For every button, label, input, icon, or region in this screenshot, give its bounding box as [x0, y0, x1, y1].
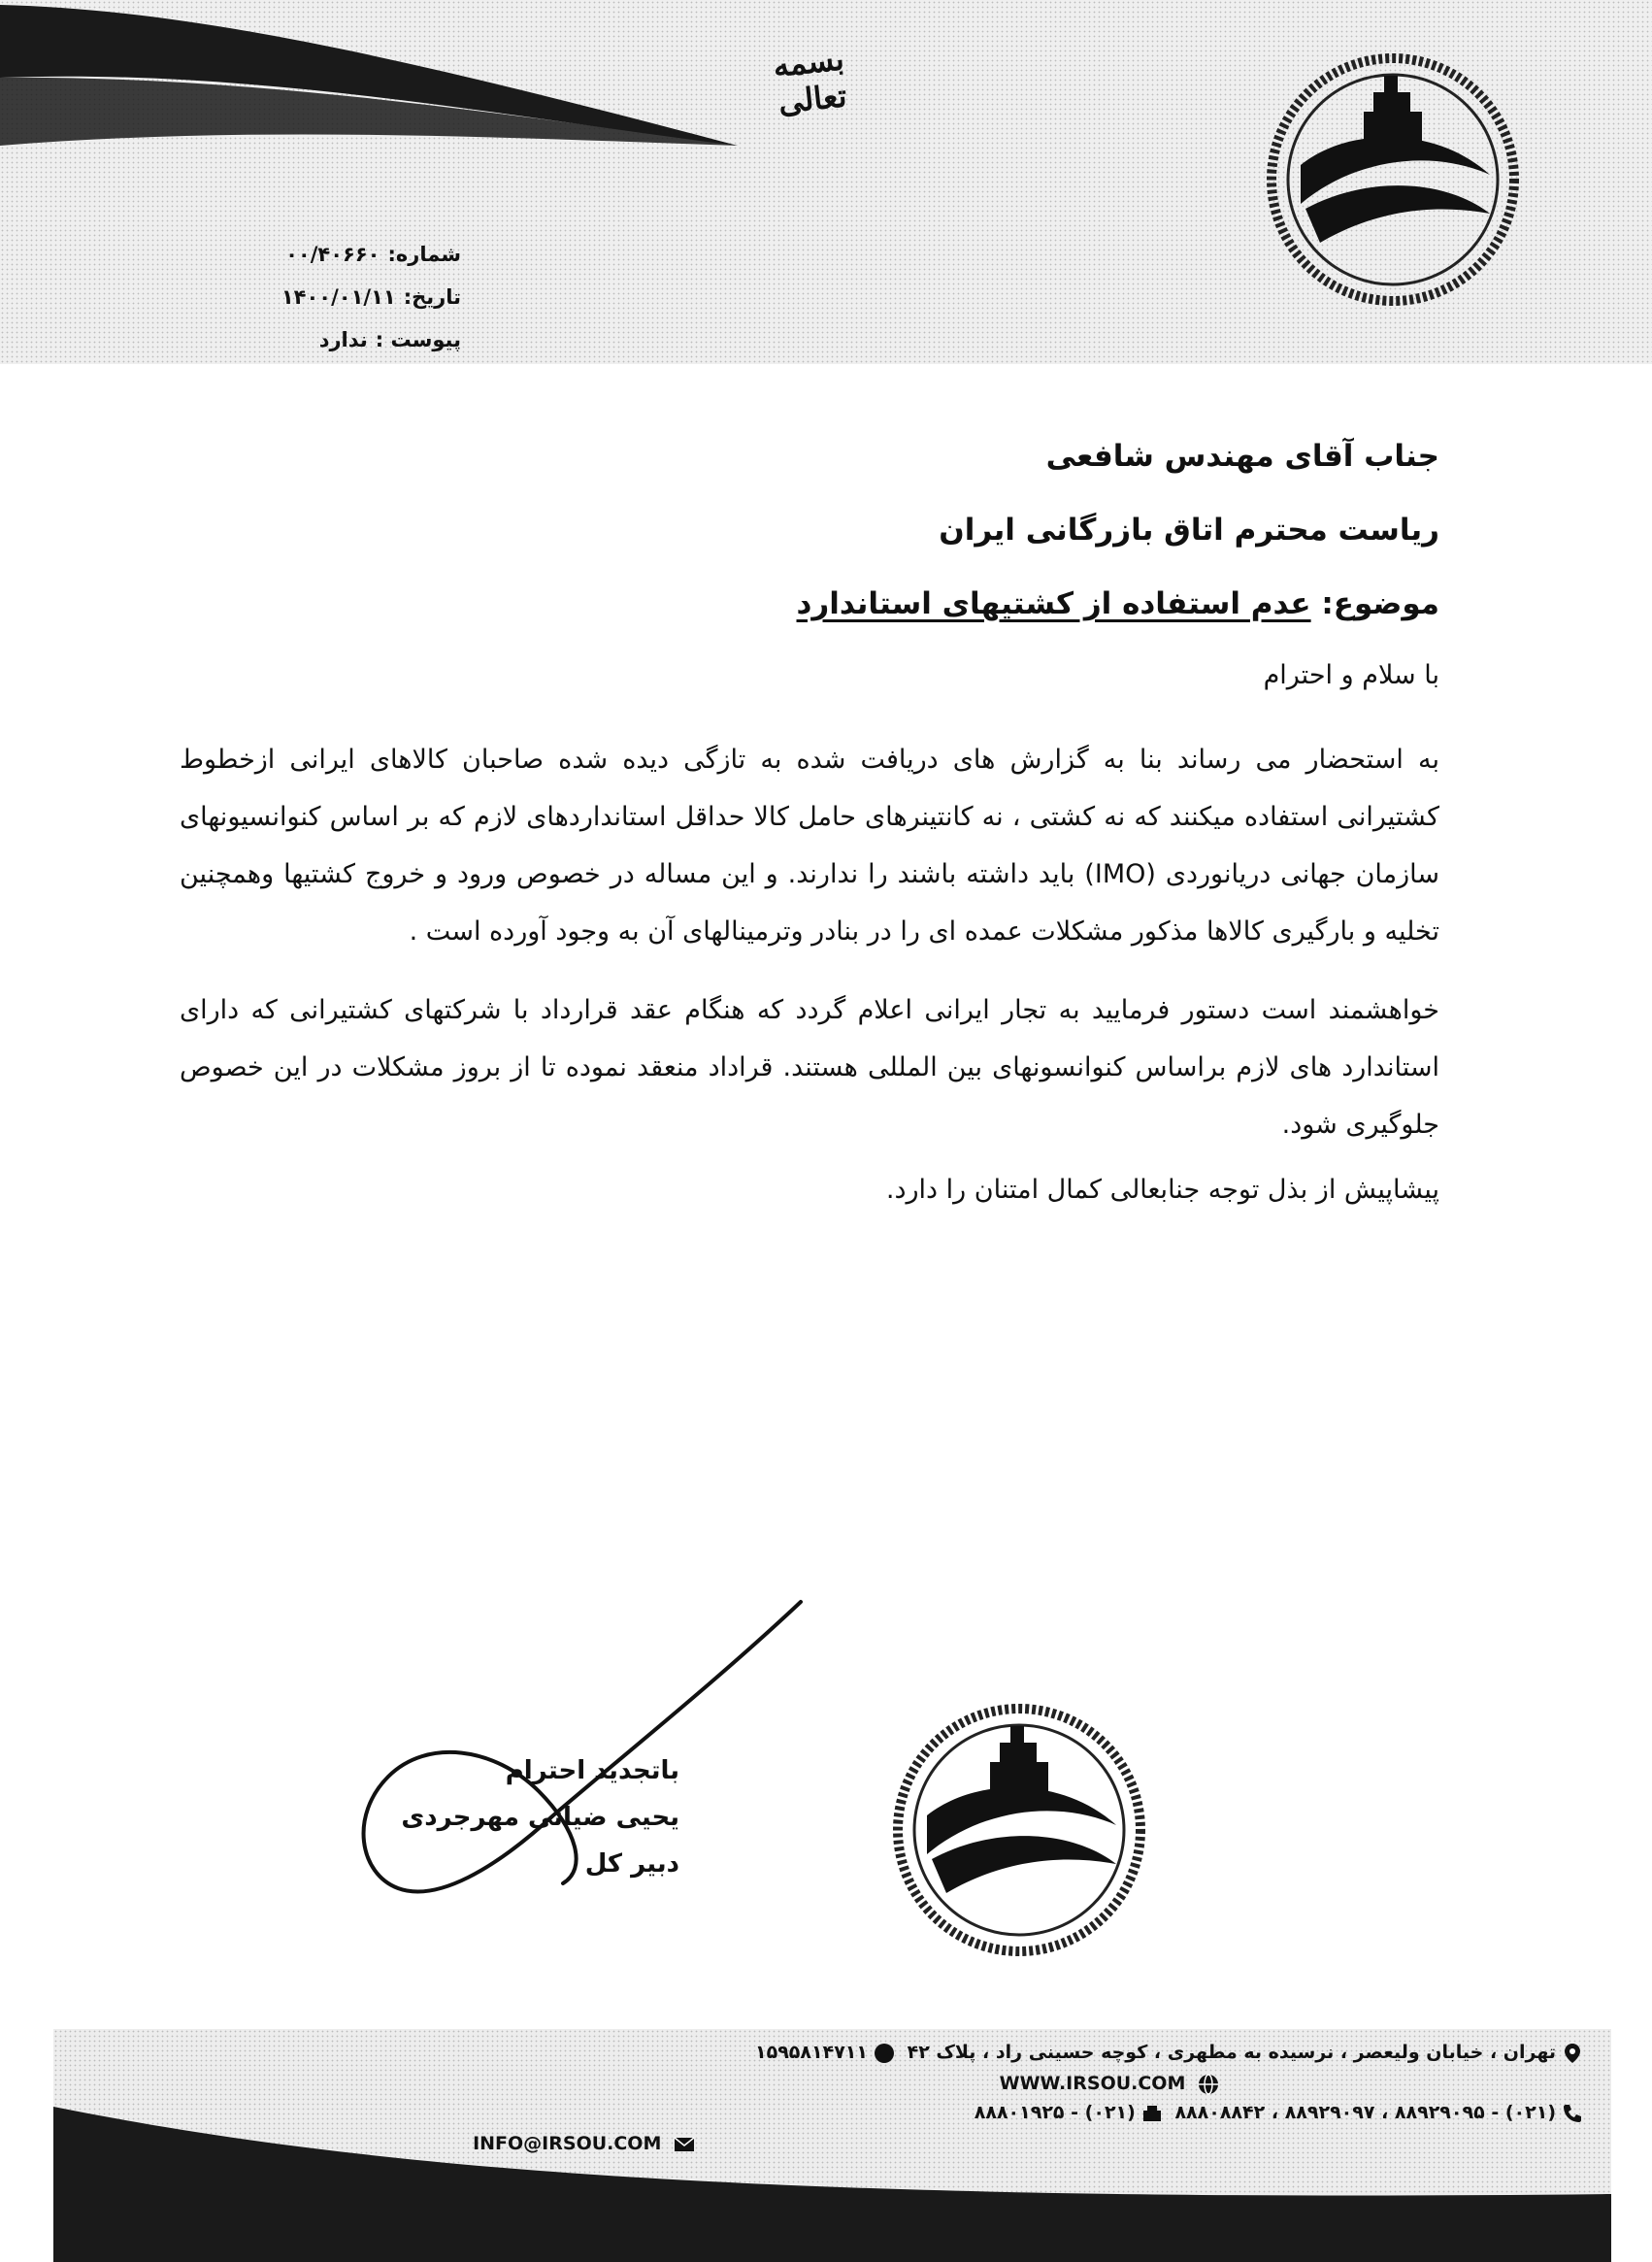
bismillah: بسمه تعالی — [771, 40, 849, 121]
fax-number: (۰۲۱) - ۸۸۸۰۱۹۲۵ — [974, 2102, 1136, 2123]
attachment-label: پیوست : — [375, 328, 461, 351]
phone-numbers: (۰۲۱) - ۸۸۹۲۹۰۹۵ ، ۸۸۹۲۹۰۹۷ ، ۸۸۸۰۸۸۴۲ — [1174, 2102, 1556, 2123]
letter-body — [180, 427, 1439, 1205]
attachment-value: ندارد — [318, 328, 368, 351]
number-label: شماره: — [387, 243, 461, 266]
addressee: جناب آقای مهندس شافعی — [1045, 439, 1439, 474]
association-seal — [878, 1670, 1160, 1990]
date-value: ۱۴۰۰/۰۱/۱۱ — [281, 285, 396, 309]
letter-number — [170, 233, 461, 276]
phone-icon — [1562, 2103, 1583, 2124]
postal-code-icon — [874, 2043, 895, 2064]
letter-attachment — [170, 318, 461, 361]
date-label: تاریخ: — [403, 285, 461, 309]
footer-phones — [975, 2102, 1589, 2124]
signatory-title: دبیر کل — [584, 1849, 679, 1879]
signatory-name: یحیی ضیائی مهرجردی — [401, 1803, 679, 1832]
footer-address — [755, 2042, 1589, 2064]
footer-website — [1000, 2073, 1225, 2095]
website-text: WWW.IRSOU.COM — [999, 2073, 1186, 2094]
association-logo — [1252, 19, 1534, 340]
envelope-icon — [674, 2134, 695, 2155]
closing-line: پیشاپیش از بذل توجه جنابعالی کمال امتنان را دارد. — [885, 1175, 1439, 1205]
paragraph-1: به استحضار می رساند بنا به گزارش های دریافت شده به تازگی دیده شده صاحبان کالاهای ایرانی ازخطوط کشتیرانی استفاده میکنند که نه کشتی ، نه کانتینرهای حامل کالا حداقل استانداردهای لازم که بر اساس کنوانسیونهای سازمان جهانی دریانوردی (IMO) باید داشته باشند را ندارند. و این مساله در خصوص ورود و خروج کشتیها وهمچنین تخلیه و بارگیری کالاها مذکور مشکلات عمده ای را در بنادر وترمینالهای آن به وجود آورده است . — [180, 745, 1440, 947]
paragraph-2: خواهشمند است دستور فرمایید به تجار ایرانی اعلام گردد که هنگام عقد قرارداد با شرکتهای کشتیرانی که دارای استاندارد های لازم براساس کنوانسونهای بین المللی هستند. قراداد منعقد نموده تا از بروز مشکلات در این خصوص جلوگیری شود. — [180, 995, 1439, 1140]
location-pin-icon — [1562, 2043, 1583, 2064]
address-text: تهران ، خیابان ولیعصر ، نرسیده به مطهری ، کوچه حسینی راد ، پلاک ۴۲ — [907, 2042, 1556, 2063]
number-value: ۰۰/۴۰۶۶۰ — [285, 243, 380, 266]
footer-email — [473, 2133, 701, 2155]
globe-icon — [1198, 2074, 1219, 2095]
letterhead-swoosh — [0, 0, 776, 155]
greeting: با سلام و احترام — [1263, 660, 1439, 690]
fax-icon — [1141, 2103, 1163, 2124]
addressee-title: ریاست محترم اتاق بازرگانی ایران — [939, 513, 1439, 548]
handwritten-signature — [330, 1592, 835, 1913]
letter-meta — [170, 233, 461, 361]
letter-date — [170, 276, 461, 318]
regards-line: باتجدید احترام — [505, 1756, 679, 1785]
email-text: INFO@IRSOU.COM — [473, 2133, 662, 2154]
subject-line — [180, 586, 1439, 621]
postal-code: ۱۵۹۵۸۱۴۷۱۱ — [755, 2042, 868, 2063]
subject-value: عدم استفاده از کشتیهای استاندارد — [796, 586, 1311, 621]
subject-label: موضوع: — [1321, 586, 1439, 621]
